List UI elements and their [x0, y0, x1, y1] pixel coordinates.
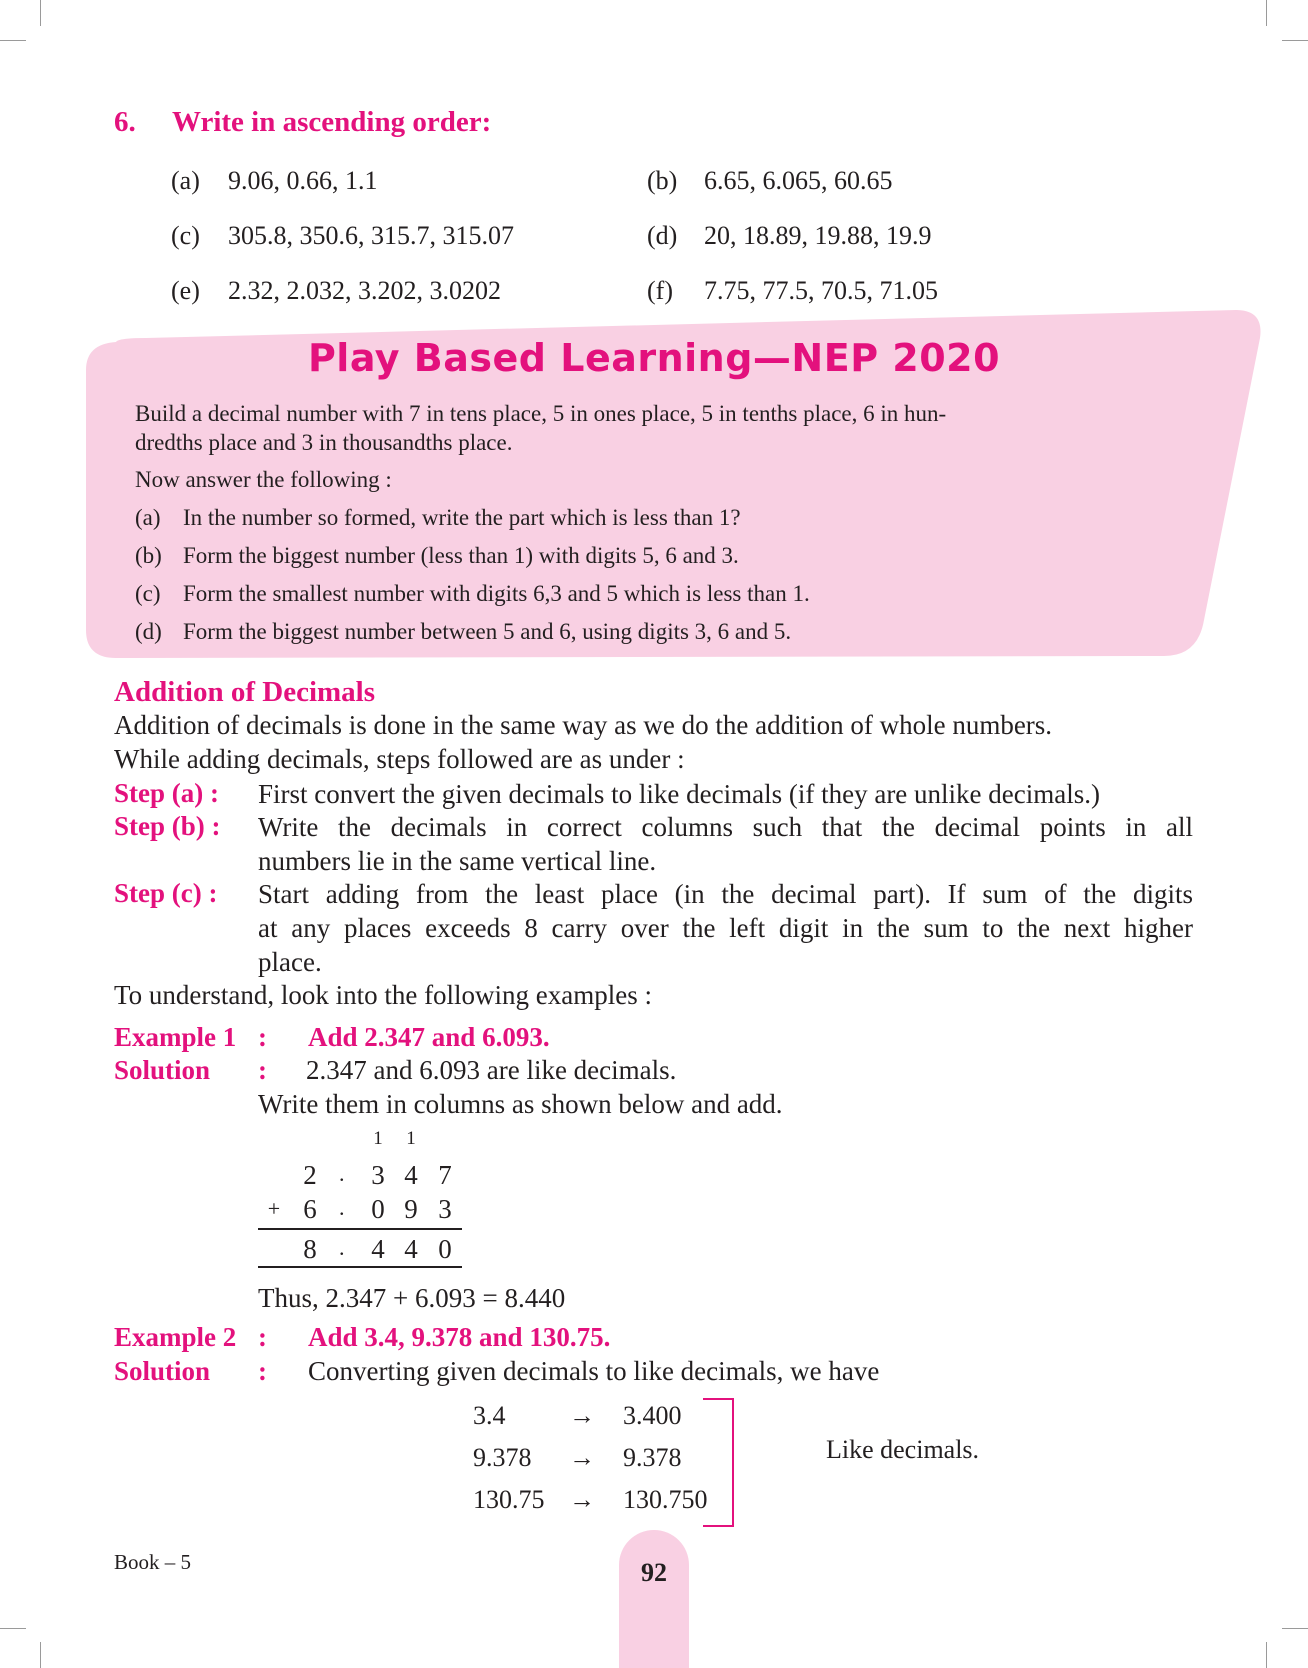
conversion-arrow: →	[569, 1443, 595, 1472]
step-text: numbers lie in the same vertical line.	[258, 846, 657, 876]
conversion-to: 130.750	[623, 1485, 708, 1514]
crop-mark	[0, 40, 26, 41]
page-tab	[619, 1530, 689, 1668]
solution-colon: :	[258, 1356, 267, 1386]
page-number: 92	[641, 1558, 667, 1587]
solution-text: Write them in columns as shown below and add.	[258, 1089, 783, 1119]
paragraph: To understand, look into the following examples :	[114, 980, 653, 1010]
book-label: Book – 5	[114, 1550, 192, 1574]
decimal-point: .	[339, 1195, 345, 1220]
addend-digit: 0	[371, 1194, 385, 1224]
paragraph: Addition of decimals is done in the same way as we do the addition of whole numbers.	[114, 710, 1053, 740]
item-label: (a)	[135, 505, 161, 530]
addend-digit: 7	[438, 1160, 452, 1190]
item-text: In the number so formed, write the part which is less than 1?	[183, 505, 741, 530]
option-label: (e)	[171, 276, 200, 305]
plus-sign: +	[267, 1196, 281, 1221]
decimal-point: .	[339, 1235, 345, 1260]
addend-digit: 3	[371, 1160, 385, 1190]
carry-digit: 1	[373, 1128, 383, 1149]
sum-digit: 0	[438, 1234, 452, 1264]
addend-digit: 9	[404, 1194, 418, 1224]
carry-digit: 1	[406, 1128, 416, 1149]
item-label: (b)	[135, 543, 162, 568]
sum-line	[258, 1228, 462, 1230]
conclusion: Thus, 2.347 + 6.093 = 8.440	[258, 1283, 566, 1313]
step-text: at any places exceeds 8 carry over the left digit in the sum to the next higher	[258, 913, 1193, 943]
addend-digit: 2	[303, 1160, 317, 1190]
solution-label: Solution	[114, 1356, 211, 1386]
play-based-prompt: Now answer the following :	[135, 467, 392, 492]
question-number: 6.	[114, 106, 136, 138]
conversion-to: 3.400	[623, 1401, 682, 1430]
play-based-intro: dredths place and 3 in thousandths place.	[135, 430, 513, 455]
item-label: (c)	[135, 581, 161, 606]
step-text: Write the decimals in correct columns such that the decimal points in all	[258, 812, 1193, 842]
conversion-arrow: →	[569, 1401, 595, 1430]
item-text: Form the biggest number between 5 and 6, using digits 3, 6 and 5.	[183, 619, 792, 644]
play-based-title: Play Based Learning—NEP 2020	[307, 336, 1001, 380]
option-text: 9.06, 0.66, 1.1	[228, 166, 378, 195]
option-text: 20, 18.89, 19.88, 19.9	[704, 221, 932, 250]
crop-mark	[40, 0, 41, 26]
play-based-item	[135, 543, 739, 569]
play-based-item	[135, 505, 741, 531]
play-based-item	[135, 581, 810, 607]
option-label: (f)	[647, 276, 673, 305]
option-d	[647, 221, 932, 251]
solution-text: 2.347 and 6.093 are like decimals.	[306, 1055, 677, 1085]
conversion-to: 9.378	[623, 1443, 682, 1472]
example-colon: :	[258, 1322, 267, 1352]
option-b	[647, 166, 893, 196]
option-f	[647, 276, 938, 306]
play-based-intro: Build a decimal number with 7 in tens place, 5 in ones place, 5 in tenths place, 6 in hun-	[135, 401, 947, 426]
option-text: 305.8, 350.6, 315.7, 315.07	[228, 221, 514, 250]
paragraph: While adding decimals, steps followed are as under :	[114, 744, 685, 774]
conversion-from: 130.75	[473, 1485, 545, 1514]
option-text: 7.75, 77.5, 70.5, 71.05	[704, 276, 938, 305]
sum-line	[258, 1266, 462, 1268]
step-text: Start adding from the least place (in the decimal part). If sum of the digits	[258, 879, 1193, 909]
addend-digit: 6	[303, 1194, 317, 1224]
option-label: (b)	[647, 166, 678, 195]
item-text: Form the smallest number with digits 6,3 and 5 which is less than 1.	[183, 581, 810, 606]
example-label: Example 1	[114, 1022, 237, 1052]
addend-digit: 4	[404, 1160, 418, 1190]
example-label: Example 2	[114, 1322, 237, 1352]
option-label: (a)	[171, 166, 200, 195]
play-based-item	[135, 619, 791, 645]
question-title: Write in ascending order:	[172, 106, 492, 138]
step-text: First convert the given decimals to like decimals (if they are unlike decimals.)	[258, 779, 1100, 809]
like-decimals-note: Like decimals.	[826, 1435, 980, 1464]
crop-mark	[1266, 1642, 1267, 1668]
conversion-from: 3.4	[473, 1401, 506, 1430]
crop-mark	[1266, 0, 1267, 26]
solution-label: Solution	[114, 1055, 211, 1085]
sum-digit: 4	[371, 1234, 385, 1264]
crop-mark	[1282, 1628, 1308, 1629]
sum-digit: 8	[303, 1234, 317, 1264]
option-text: 2.32, 2.032, 3.202, 3.0202	[228, 276, 501, 305]
item-text: Form the biggest number (less than 1) with digits 5, 6 and 3.	[183, 543, 739, 568]
example-heading: Add 2.347 and 6.093.	[308, 1022, 550, 1052]
crop-mark	[0, 1628, 26, 1629]
conversion-from: 9.378	[473, 1443, 532, 1472]
bracket	[703, 1398, 734, 1527]
decimal-point: .	[339, 1161, 345, 1186]
example-colon: :	[258, 1022, 267, 1052]
conversion-arrow: →	[569, 1485, 595, 1514]
section-title: Addition of Decimals	[114, 676, 375, 708]
option-label: (d)	[647, 221, 678, 250]
option-label: (c)	[171, 221, 200, 250]
item-label: (d)	[135, 619, 162, 644]
sum-digit: 4	[404, 1234, 418, 1264]
step-label: Step (c) :	[114, 878, 218, 908]
option-e	[171, 276, 501, 306]
option-a	[171, 166, 378, 196]
addend-digit: 3	[438, 1194, 452, 1224]
solution-colon: :	[258, 1055, 267, 1085]
step-label: Step (b) :	[114, 811, 221, 841]
step-label: Step (a) :	[114, 778, 219, 808]
solution-text: Converting given decimals to like decimals, we have	[308, 1356, 880, 1386]
crop-mark	[40, 1642, 41, 1668]
example-heading: Add 3.4, 9.378 and 130.75.	[308, 1322, 611, 1352]
crop-mark	[1282, 40, 1308, 41]
step-text: place.	[258, 947, 322, 977]
option-c	[171, 221, 514, 251]
option-text: 6.65, 6.065, 60.65	[704, 166, 893, 195]
